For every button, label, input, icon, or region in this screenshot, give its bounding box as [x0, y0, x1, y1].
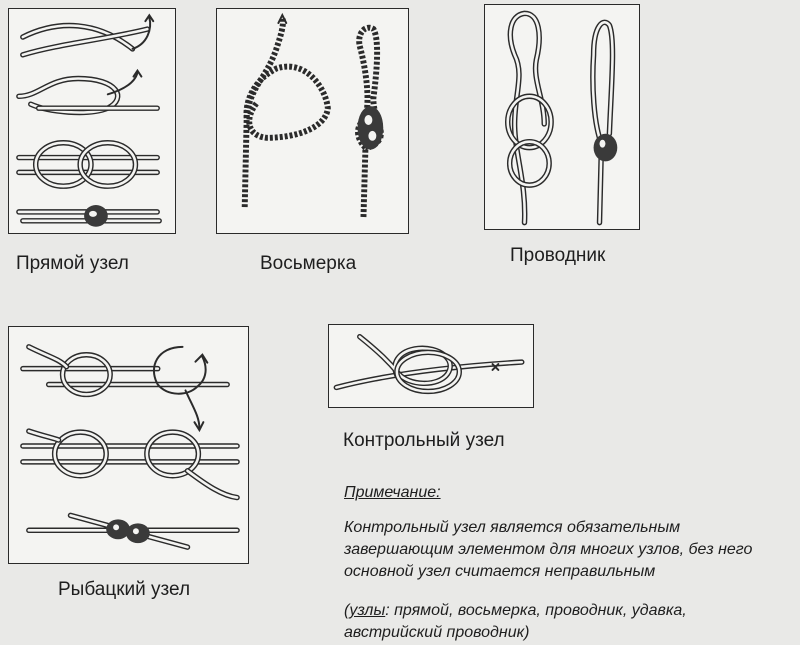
guide-knot-panel [484, 4, 640, 230]
figure-eight-panel [216, 8, 409, 234]
square-knot-panel [8, 8, 176, 234]
control-knot-icon [329, 325, 533, 407]
note-title: Примечание: [344, 484, 441, 501]
figure-eight-caption: Восьмерка [260, 253, 357, 274]
square-knot-caption: Прямой узел [16, 253, 129, 274]
control-knot-panel [328, 324, 534, 408]
note-examples-text: : прямой, восьмерка, проводник, удавка, австрийский проводник) [344, 602, 687, 641]
guide-knot-caption: Проводник [510, 245, 606, 266]
note-body: Контрольный узел является обязательным завершающим элементом для многих узлов, без него основной узел считается неправильным [344, 519, 753, 580]
guide-knot-icon [485, 5, 639, 229]
control-knot-caption: Контрольный узел [343, 430, 505, 451]
fisherman-knot-icon [9, 327, 248, 563]
figure-eight-icon [217, 9, 408, 233]
square-knot-icon [9, 9, 175, 233]
fisherman-knot-caption: Рыбацкий узел [58, 579, 191, 600]
note-examples-label: узлы [349, 602, 386, 619]
note-examples-prefix: ( [344, 602, 350, 619]
fisherman-knot-panel [8, 326, 249, 564]
note-examples [344, 600, 784, 644]
